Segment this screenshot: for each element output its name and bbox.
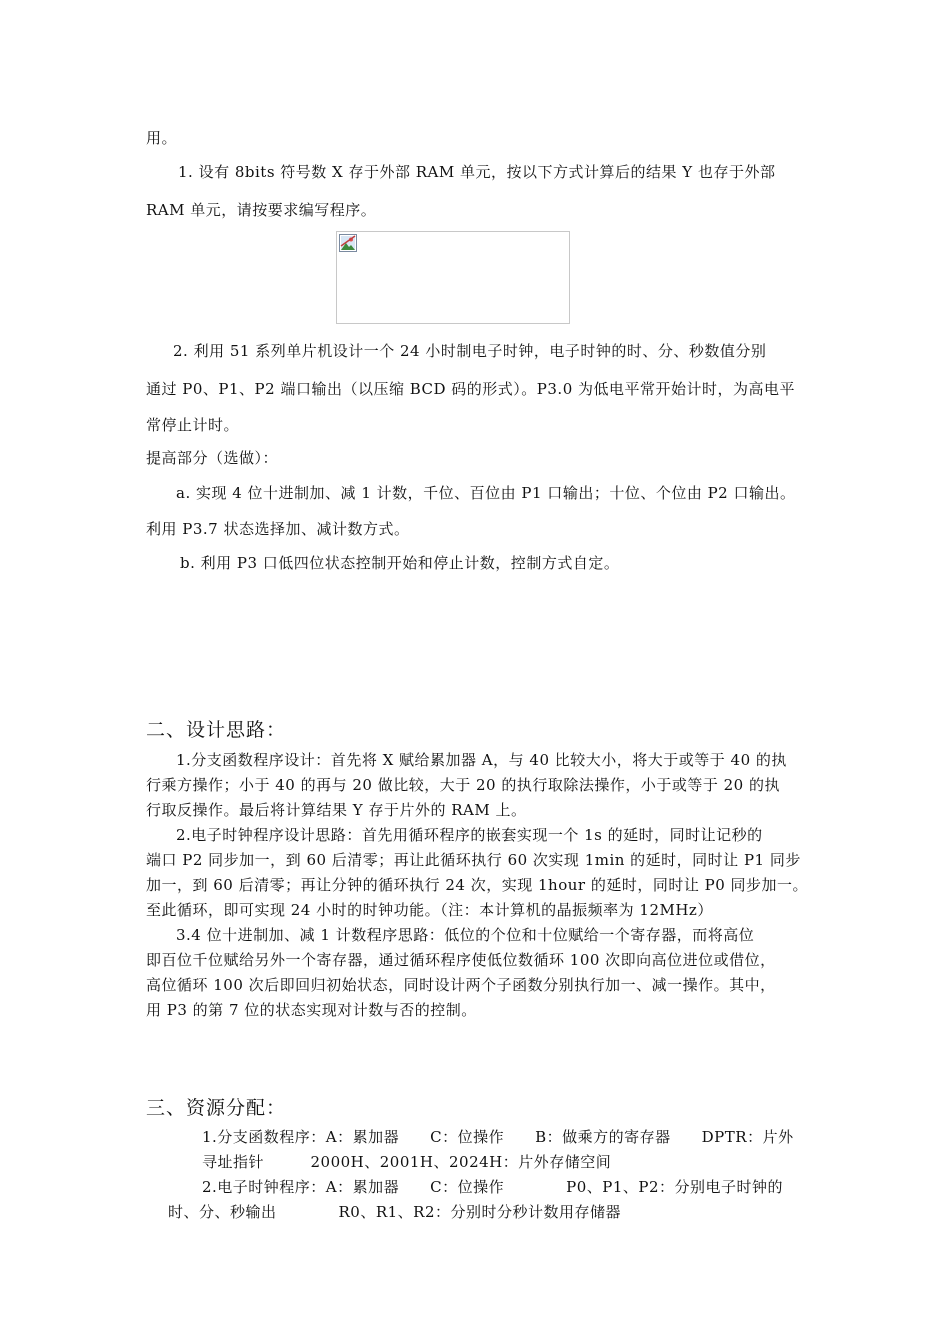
- design-3-line-1: 3.4 位十进制加、减 1 计数程序思路：低位的个位和十位赋给一个寄存器，而将高位: [176, 926, 755, 944]
- design-2-line-1: 2.电子时钟程序设计思路：首先用循环程序的嵌套实现一个 1s 的延时，同时让记秒的: [176, 826, 763, 844]
- continuation-text: 用。: [146, 129, 178, 147]
- design-3-line-2: 即百位千位赋给另外一个寄存器，通过循环程序使低位数循环 100 次即向高位进位或借位，: [146, 951, 776, 969]
- design-1-line-2: 行乘方操作；小于 40 的再与 20 做比较，大于 20 的执行取除法操作，小于或等于 20 的执: [146, 776, 780, 794]
- design-2-line-3: 加一，到 60 后清零；再让分钟的循环执行 24 次，实现 1hour 的延时，同时让 P0 同步加一。: [146, 876, 809, 894]
- advanced-a-line-1: a. 实现 4 位十进制加、减 1 计数，千位、百位由 P1 口输出；十位、个位由 P2 口输出。: [176, 484, 796, 502]
- design-3-line-4: 用 P3 的第 7 位的状态实现对计数与否的控制。: [146, 1001, 477, 1019]
- task-2-line-1: 2. 利用 51 系列单片机设计一个 24 小时制电子时钟，电子时钟的时、分、秒数值分别: [173, 342, 767, 360]
- resource-2-line-1: 2.电子时钟程序：A：累加器 C：位操作 P0、P1、P2：分别电子时钟的: [202, 1178, 784, 1196]
- advanced-b-line-1: b. 利用 P3 口低四位状态控制开始和停止计数，控制方式自定。: [180, 554, 620, 572]
- resource-1-line-1: 1.分支函数程序：A：累加器 C：位操作 B：做乘方的寄存器 DPTR：片外: [202, 1128, 794, 1146]
- resource-1-line-2: 寻址指针 2000H、2001H、2024H：片外存储空间: [202, 1153, 612, 1171]
- broken-image-icon: [339, 234, 357, 252]
- task-1-line-2: RAM 单元，请按要求编写程序。: [146, 201, 377, 219]
- formula-image-placeholder: [336, 231, 570, 324]
- resource-2-line-2: 时、分、秒输出 R0、R1、R2：分别时分秒计数用存储器: [168, 1203, 622, 1221]
- section-2-heading: 二、设计思路：: [146, 719, 287, 741]
- section-3-heading: 三、资源分配：: [146, 1097, 287, 1119]
- design-2-line-2: 端口 P2 同步加一，到 60 后清零；再让此循环执行 60 次实现 1min 的延时，同时让 P1 同步: [146, 851, 801, 869]
- task-2-line-3: 常停止计时。: [146, 416, 240, 434]
- design-2-line-4: 至此循环，即可实现 24 小时的时钟功能。（注：本计算机的晶振频率为 12MHz）: [146, 901, 713, 919]
- design-3-line-3: 高位循环 100 次后即回归初始状态，同时设计两个子函数分别执行加一、减一操作。其中，: [146, 976, 776, 994]
- design-1-line-1: 1.分支函数程序设计：首先将 X 赋给累加器 A，与 40 比较大小，将大于或等于 40 的执: [176, 751, 787, 769]
- task-1-line-1: 1. 设有 8bits 符号数 X 存于外部 RAM 单元，按以下方式计算后的结果 Y 也存于外部: [178, 163, 776, 181]
- advanced-heading: 提高部分（选做）：: [146, 449, 279, 467]
- task-2-line-2: 通过 P0、P1、P2 端口输出（以压缩 BCD 码的形式）。P3.0 为低电平常开始计时，为高电平: [146, 380, 796, 398]
- advanced-a-line-2: 利用 P3.7 状态选择加、减计数方式。: [146, 520, 410, 538]
- design-1-line-3: 行取反操作。最后将计算结果 Y 存于片外的 RAM 上。: [146, 801, 527, 819]
